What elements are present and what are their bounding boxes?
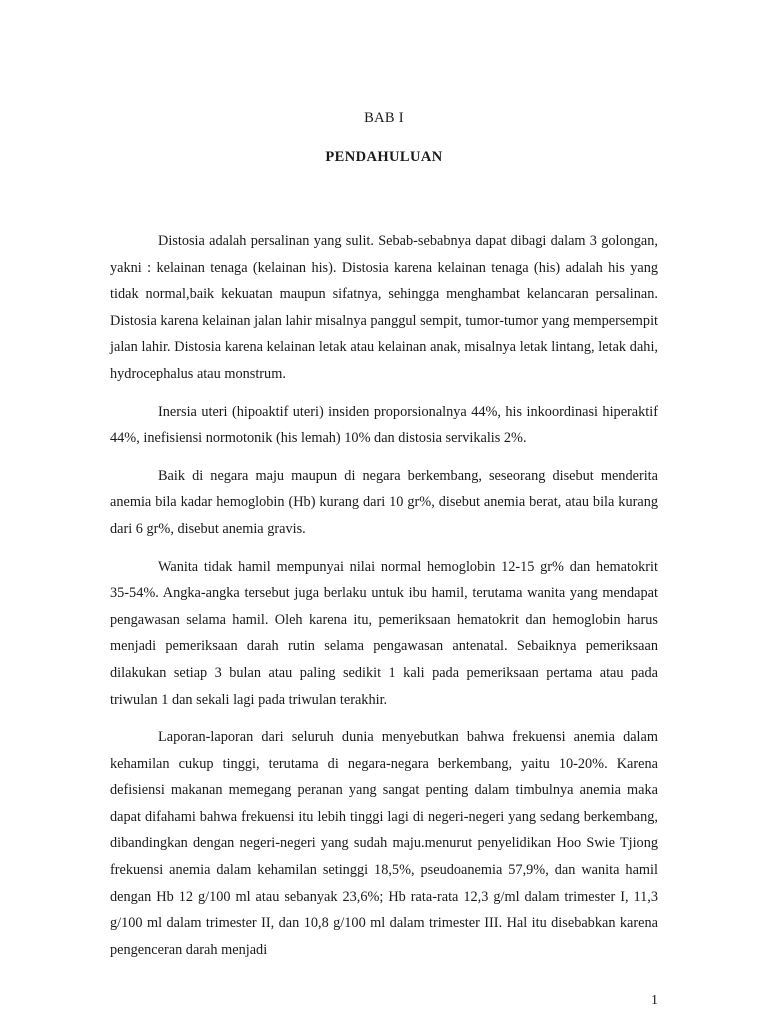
chapter-title: PENDAHULUAN [325, 149, 443, 165]
body-text [110, 228, 658, 974]
chapter-number: BAB I [364, 110, 404, 126]
paragraph-hemoglobin-normal: Wanita tidak hamil mempunyai nilai normal hemoglobin 12-15 gr% dan hematokrit 35-54%. Angka-angka tersebut juga berlaku untuk ibu hamil, terutama wanita yang mendapat pengawasan selama hamil. Oleh karena itu, pemeriksaan hematokrit dan hemoglobin harus menjadi pemeriksaan darah rutin selama pengawasan antenatal. Sebaiknya pemeriksaan dilakukan setiap 3 bulan atau paling sedikit 1 kali pada pemeriksaan pertama atau pada triwulan 1 dan sekali lagi pada triwulan terakhir. [110, 558, 658, 708]
paragraph-anemia-frequency: Laporan-laporan dari seluruh dunia menyebutkan bahwa frekuensi anemia dalam kehamilan cukup tinggi, terutama di negara-negara berkembang, yaitu 10-20%. Karena defisiensi makanan memegang peranan yang sangat penting dalam timbulnya anemia maka dapat difahami bahwa frekuensi itu lebih tinggi lagi di negeri-negeri yang sedang berkembang, dibandingkan dengan negeri-negeri yang sudah maju.menurut penyelidikan Hoo Swie Tjiong frekuensi anemia dalam kehamilan setinggi 18,5%, pseudoanemia 57,9%, dan wanita hamil dengan Hb 12 g/100 ml atau sebanyak 23,6%; Hb rata-rata 12,3 g/ml dalam trimester I, 11,3 g/100 ml dalam trimester II, dan 10,8 g/100 ml dalam trimester III. Hal itu disebabkan karena pengenceran darah menjadi [110, 729, 658, 958]
paragraph-distosia: Distosia adalah persalinan yang sulit. Sebab-sebabnya dapat dibagi dalam 3 golongan, yakni : kelainan tenaga (kelainan his). Distosia karena kelainan tenaga (his) adalah his yang tidak normal,baik kekuatan maupun sifatnya, sehingga menghambat kelancaran persalinan. Distosia karena kelainan jalan lahir misalnya panggul sempit, tumor-tumor yang mempersempit jalan lahir. Distosia karena kelainan letak atau kelainan anak, misalnya letak lintang, letak dahi, hydrocephalus atau monstrum. [110, 233, 659, 382]
paragraph-inersia-uteri: Inersia uteri (hipoaktif uteri) insiden proporsionalnya 44%, his inkoordinasi hiperaktif 44%, inefisiensi normotonik (his lemah) 10% dan distosia servikalis 2%. [110, 403, 658, 447]
page-number: 1 [651, 993, 658, 1008]
paragraph-anemia-definition: Baik di negara maju maupun di negara berkembang, seseorang disebut menderita anemia bila kadar hemoglobin (Hb) kurang dari 10 gr%, disebut anemia berat, atau bila kurang dari 6 gr%, disebut anemia gravis. [110, 467, 658, 537]
